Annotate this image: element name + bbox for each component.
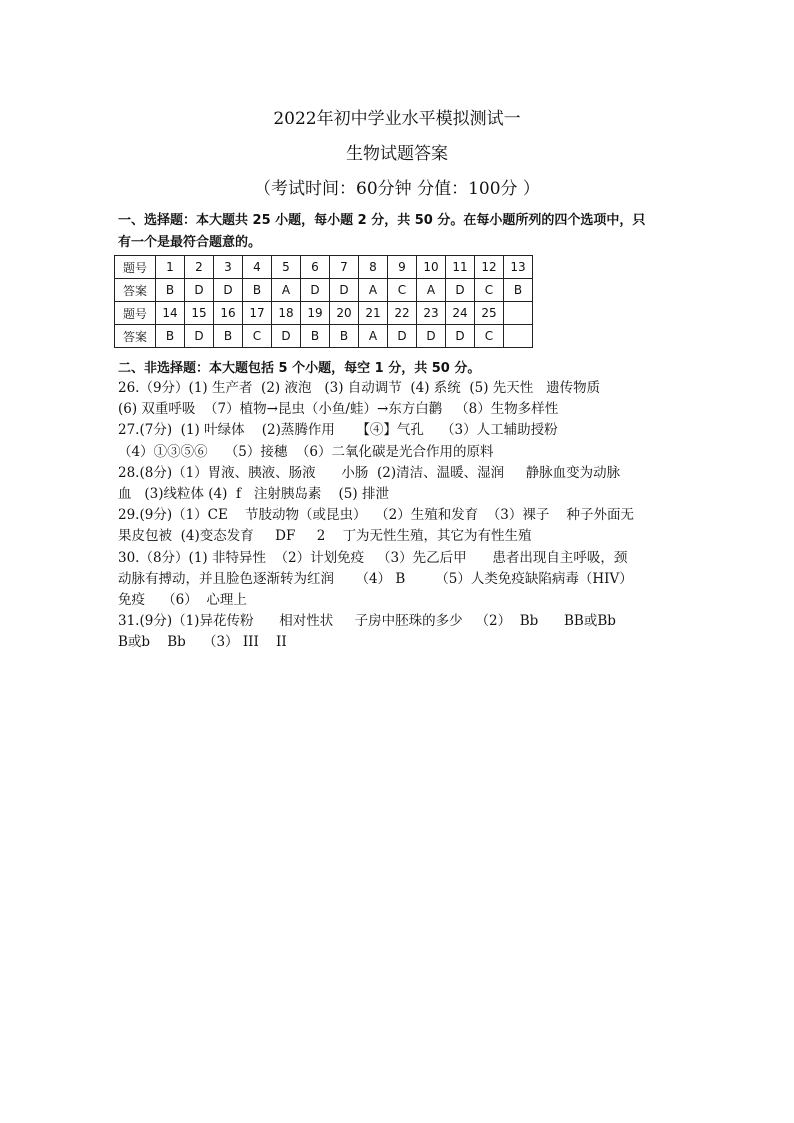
answer-line: 31.(9分)（1)异花传粉 相对性状 子房中胚珠的多少 （2） Bb BB或Bb: [118, 613, 616, 630]
question-number: 15: [185, 302, 214, 325]
exam-time-score: （考试时间：60分钟 分值：100分 ）: [254, 179, 540, 199]
answer-line: 血 (3)线粒体 (4) f 注射胰岛素 (5) 排泄: [118, 486, 389, 503]
answer-line: 果皮包被 (4)变态发育 DF 2 丁为无性生殖，其它为有性生殖: [118, 528, 532, 545]
exam-subtitle: 生物试题答案: [346, 144, 448, 164]
row-label: 题号: [115, 256, 156, 279]
row-label: 题号: [115, 302, 156, 325]
question-number: 4: [243, 256, 272, 279]
section2-answers: [118, 378, 683, 654]
answer-cell: D: [214, 279, 243, 302]
question-number: 16: [214, 302, 243, 325]
answer-cell: B: [330, 325, 359, 348]
question-number: 3: [214, 256, 243, 279]
answer-cell: A: [417, 279, 446, 302]
question-number: 11: [446, 256, 475, 279]
answer-line: 28.(8分)（1）胃液、胰液、肠液 小肠 (2)清洁、温暖、湿润 静脉血变为动脉: [118, 464, 621, 481]
question-number: 10: [417, 256, 446, 279]
section1-line: 有一个是最符合题意的。: [118, 235, 262, 250]
question-number: 2: [185, 256, 214, 279]
answer-cell: B: [301, 325, 330, 348]
answer-cell: D: [330, 279, 359, 302]
section1-instructions: [118, 210, 678, 254]
answer-cell: A: [359, 325, 388, 348]
answer-cell: C: [243, 325, 272, 348]
question-number-row: [115, 302, 533, 325]
answer-row: [115, 279, 533, 302]
question-number: 1: [156, 256, 185, 279]
answer-cell: C: [475, 279, 504, 302]
answer-line: (6) 双重呼吸 （7）植物→昆虫（小鱼/蛙）→东方白鹳 （8）生物多样性: [118, 401, 559, 418]
answer-cell: D: [446, 279, 475, 302]
question-number: 20: [330, 302, 359, 325]
answer-cell: D: [388, 325, 417, 348]
answer-cell: D: [417, 325, 446, 348]
question-number: 5: [272, 256, 301, 279]
question-number: 9: [388, 256, 417, 279]
answer-cell: B: [156, 325, 185, 348]
answer-line: 27.(7分) (1) 叶绿体 (2)蒸腾作用 【④】气孔 （3）人工辅助授粉: [118, 422, 558, 439]
question-number-row: [115, 256, 533, 279]
exam-title: 2022年初中学业水平模拟测试一: [273, 109, 521, 129]
question-number: 8: [359, 256, 388, 279]
question-number: 22: [388, 302, 417, 325]
answer-cell: C: [475, 325, 504, 348]
answer-cell: D: [301, 279, 330, 302]
row-label: 答案: [115, 279, 156, 302]
question-number: 24: [446, 302, 475, 325]
question-number: 13: [504, 256, 533, 279]
section1-line: 一、选择题：本大题共 25 小题，每小题 2 分，共 50 分。在每小题所列的四个选项中，只: [118, 213, 646, 228]
answer-cell: D: [185, 279, 214, 302]
question-number: 17: [243, 302, 272, 325]
answer-cell: B: [243, 279, 272, 302]
question-number: 6: [301, 256, 330, 279]
answer-cell: A: [359, 279, 388, 302]
answer-cell: B: [156, 279, 185, 302]
answer-row: [115, 325, 533, 348]
answer-cell: D: [272, 325, 301, 348]
answer-cell: A: [272, 279, 301, 302]
question-number: 23: [417, 302, 446, 325]
section2-heading: 二、非选择题：本大题包括 5 个小题，每空 1 分，共 50 分。: [118, 361, 481, 376]
question-number: 14: [156, 302, 185, 325]
answer-cell: B: [504, 279, 533, 302]
answer-cell: D: [446, 325, 475, 348]
question-number: 19: [301, 302, 330, 325]
answer-line: （4）①③⑤⑥ （5）接穗 （6）二氧化碳是光合作用的原料: [118, 443, 494, 460]
row-label: 答案: [115, 325, 156, 348]
answer-cell: B: [214, 325, 243, 348]
answer-line: 免疫 （6） 心理上: [118, 592, 247, 609]
question-number: 25: [475, 302, 504, 325]
answer-cell: D: [185, 325, 214, 348]
answer-line: 动脉有搏动，并且脸色逐渐转为红润 （4） B （5）人类免疫缺陷病毒（HIV）: [118, 570, 633, 587]
question-number: 12: [475, 256, 504, 279]
answer-cell: [504, 325, 533, 348]
answer-line: 26.（9分）(1) 生产者 (2) 液泡 (3) 自动调节 (4) 系统 (5) 先天性 遗传物质: [118, 380, 601, 396]
question-number: [504, 302, 533, 325]
answer-line: B或b Bb （3） III II: [118, 634, 287, 651]
answer-cell: C: [388, 279, 417, 302]
answer-line: 30.（8分）(1) 非特异性 （2）计划免疫 （3）先乙后甲 患者出现自主呼吸，颈: [118, 549, 628, 566]
question-number: 18: [272, 302, 301, 325]
multiple-choice-answer-table: [114, 255, 533, 348]
question-number: 7: [330, 256, 359, 279]
question-number: 21: [359, 302, 388, 325]
answer-line: 29.(9分)（1）CE 节肢动物（或昆虫） （2）生殖和发育 （3）裸子 种子外面无: [118, 507, 635, 524]
